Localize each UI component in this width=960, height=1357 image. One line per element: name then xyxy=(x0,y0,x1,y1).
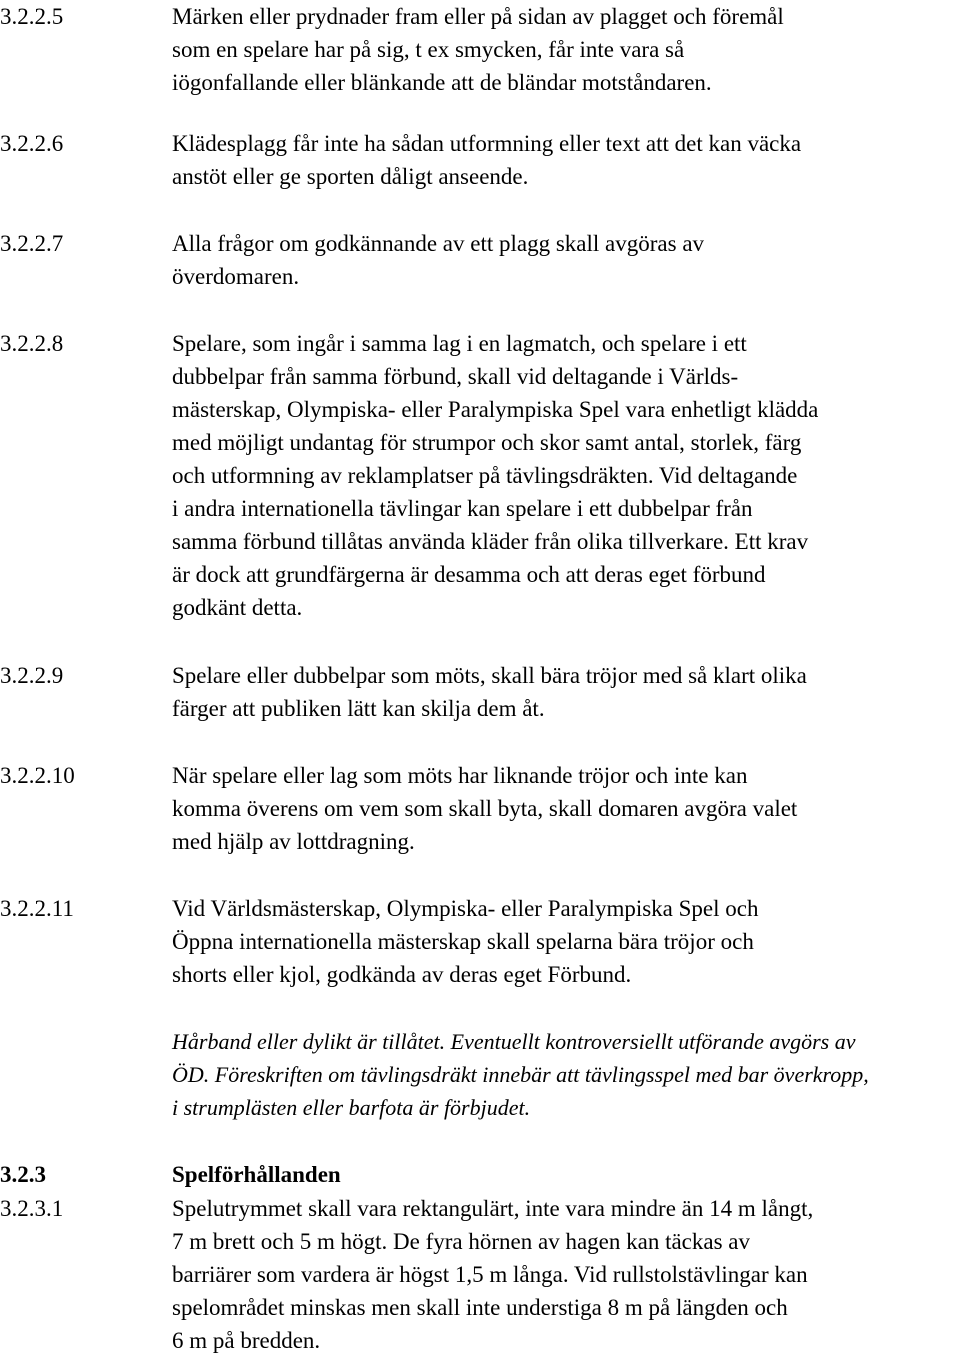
section-number: 3.2.2.5 xyxy=(0,4,64,29)
section-number: 3.2.2.8 xyxy=(0,331,64,356)
text-line: Alla frågor om godkännande av ett plagg skall avgöras av xyxy=(172,231,705,256)
text-line: När spelare eller lag som möts har liknande tröjor och inte kan xyxy=(172,763,748,788)
section-text xyxy=(172,892,957,991)
text-line: i andra internationella tävlingar kan spelare i ett dubbelpar från xyxy=(172,496,753,521)
section-number: 3.2.2.6 xyxy=(0,131,64,156)
text-line: samma förbund tillåtas använda kläder från olika tillverkare. Ett krav xyxy=(172,529,809,554)
text-line: med hjälp av lottdragning. xyxy=(172,829,415,854)
section-text xyxy=(172,659,957,725)
text-line: är dock att grundfärgerna är desamma och att deras eget förbund xyxy=(172,562,766,587)
section-text xyxy=(172,759,957,858)
note-line: Hårband eller dylikt är tillåtet. Eventuellt kontroversiellt utförande avgörs av xyxy=(172,1029,856,1054)
text-line: dubbelpar från samma förbund, skall vid deltagande i Världs- xyxy=(172,364,739,389)
section-text xyxy=(172,1192,957,1357)
text-line: iögonfallande eller blänkande att de bländar motståndaren. xyxy=(172,70,712,95)
text-line: barriärer som vardera är högst 1,5 m långa. Vid rullstolstävlingar kan xyxy=(172,1262,808,1287)
text-line: Öppna internationella mästerskap skall spelarna bära tröjor och xyxy=(172,929,754,954)
text-line: överdomaren. xyxy=(172,264,300,289)
heading-number: 3.2.3 xyxy=(0,1162,46,1187)
text-line: och utformning av reklamplatser på tävlingsdräkten. Vid deltagande xyxy=(172,463,798,488)
section-number: 3.2.2.11 xyxy=(0,896,74,921)
section-text xyxy=(172,0,957,99)
text-line: Märken eller prydnader fram eller på sidan av plagget och föremål xyxy=(172,4,784,29)
text-line: Klädesplagg får inte ha sådan utformning eller text att det kan väcka xyxy=(172,131,802,156)
text-line: färger att publiken lätt kan skilja dem åt. xyxy=(172,696,545,721)
text-line: komma överens om vem som skall byta, skall domaren avgöra valet xyxy=(172,796,798,821)
section-text xyxy=(172,227,957,293)
heading-title xyxy=(172,1158,957,1191)
text-line: mästerskap, Olympiska- eller Paralympiska Spel vara enhetligt klädda xyxy=(172,397,819,422)
section-text xyxy=(172,327,957,624)
text-line: 7 m brett och 5 m högt. De fyra hörnen av hagen kan täckas av xyxy=(172,1229,750,1254)
text-line: Spelare eller dubbelpar som möts, skall bära tröjor med så klart olika xyxy=(172,663,807,688)
heading-title-text: Spelförhållanden xyxy=(172,1162,341,1187)
text-line: godkänt detta. xyxy=(172,595,303,620)
text-line: Spelare, som ingår i samma lag i en lagmatch, och spelare i ett xyxy=(172,331,747,356)
section-number: 3.2.2.10 xyxy=(0,763,75,788)
text-line: shorts eller kjol, godkända av deras eget Förbund. xyxy=(172,962,632,987)
section-number: 3.2.2.7 xyxy=(0,231,64,256)
text-line: som en spelare har på sig, t ex smycken, får inte vara så xyxy=(172,37,685,62)
section-text xyxy=(172,127,957,193)
text-line: 6 m på bredden. xyxy=(172,1328,321,1353)
section-number: 3.2.3.1 xyxy=(0,1196,64,1221)
note-line: ÖD. Föreskriften om tävlingsdräkt innebär att tävlingsspel med bar överkropp, xyxy=(172,1062,869,1087)
text-line: Vid Världsmästerskap, Olympiska- eller Paralympiska Spel och xyxy=(172,896,759,921)
note-text xyxy=(172,1025,957,1124)
text-line: anstöt eller ge sporten dåligt anseende. xyxy=(172,164,529,189)
text-line: Spelutrymmet skall vara rektangulärt, inte vara mindre än 14 m långt, xyxy=(172,1196,814,1221)
section-number: 3.2.2.9 xyxy=(0,663,64,688)
text-line: med möjligt undantag för strumpor och skor samt antal, storlek, färg xyxy=(172,430,802,455)
note-line: i strumplästen eller barfota är förbjudet. xyxy=(172,1095,531,1120)
text-line: spelområdet minskas men skall inte understiga 8 m på längden och xyxy=(172,1295,788,1320)
